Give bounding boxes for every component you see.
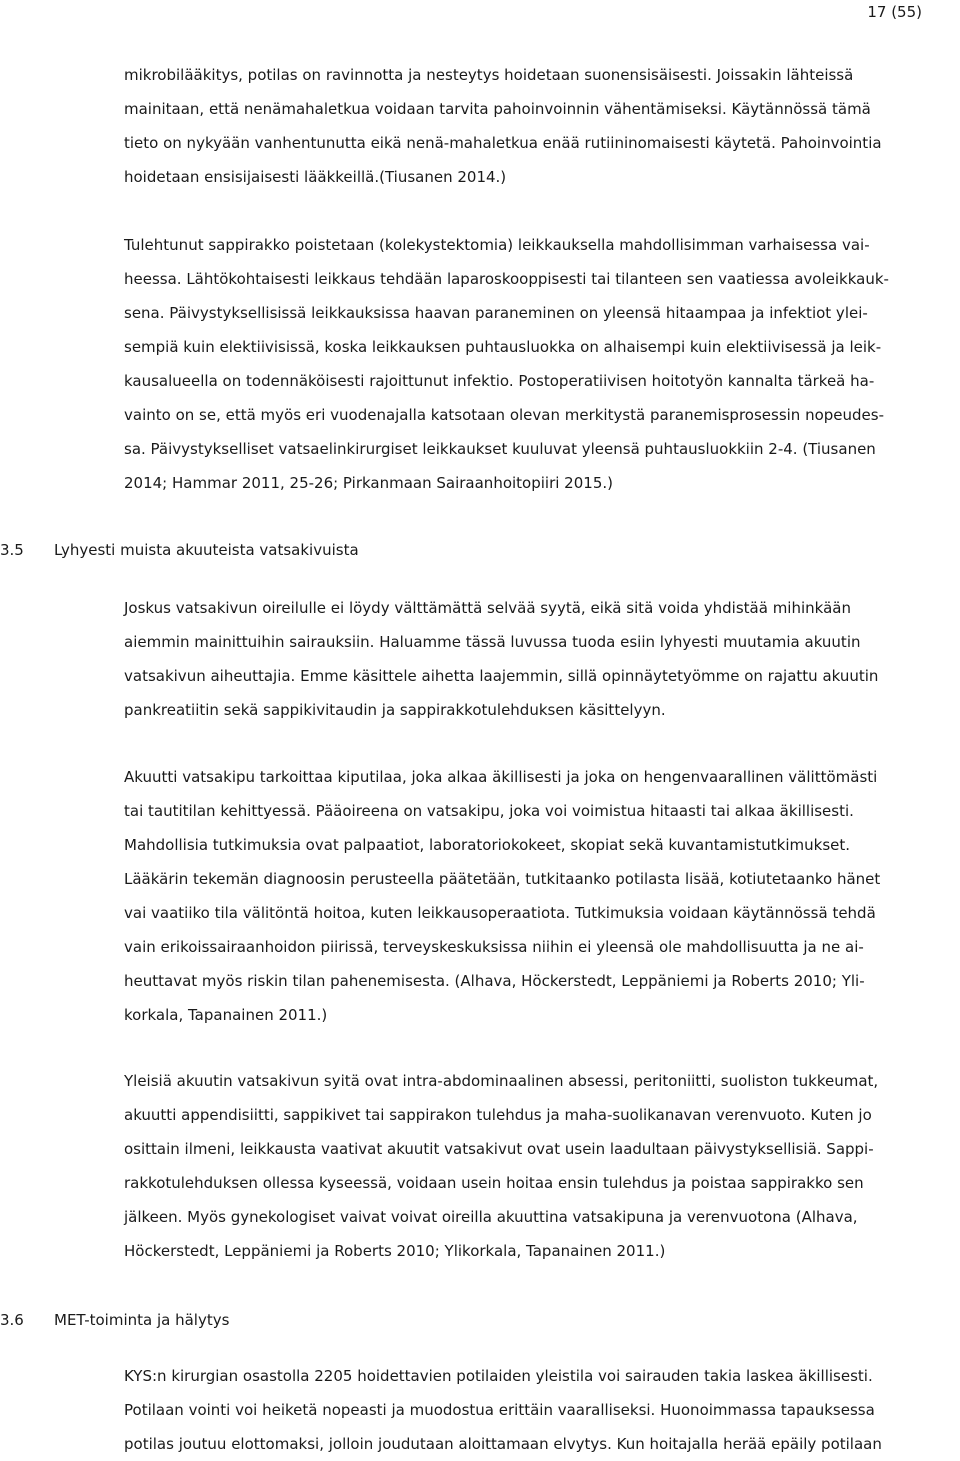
paragraph <box>124 591 952 727</box>
text-line: sempiä kuin elektiivisissä, koska leikkauksen puhtausluokka on alhaisempi kuin elektiivisessä ja leik- <box>124 338 882 356</box>
section-heading <box>0 1308 229 1332</box>
text-line: Akuutti vatsakipu tarkoittaa kiputilaa, joka alkaa äkillisesti ja joka on hengenvaarallinen välittömästi <box>124 768 878 786</box>
text-line: mikrobilääkitys, potilas on ravinnotta ja nesteytys hoidetaan suonensisäisesti. Joissakin lähteissä <box>124 66 854 84</box>
paragraph <box>124 760 952 1032</box>
text-line: jälkeen. Myös gynekologiset vaivat voivat oireilla akuuttina vatsakipuna ja verenvuotona (Alhava, <box>124 1208 858 1226</box>
text-line: vain erikoissairaanhoidon piirissä, terveyskeskuksissa niihin ei yleensä ole mahdollisuutta ja ne ai- <box>124 938 864 956</box>
text-line: 2014; Hammar 2011, 25-26; Pirkanmaan Sairaanhoitopiiri 2015.) <box>124 474 613 492</box>
text-line: vatsakivun aiheuttajia. Emme käsittele aihetta laajemmin, sillä opinnäytetyömme on rajattu akuutin <box>124 667 879 685</box>
text-line: Höckerstedt, Leppäniemi ja Roberts 2010; Ylikorkala, Tapanainen 2011.) <box>124 1242 666 1260</box>
text-line: kausalueella on todennäköisesti rajoittunut infektio. Postoperatiivisen hoitotyön kannalta tärkeä ha- <box>124 372 875 390</box>
text-line: Joskus vatsakivun oireilulle ei löydy välttämättä selvää syytä, eikä sitä voida yhdistää mihinkään <box>124 599 851 617</box>
text-line: pankreatiitin sekä sappikivitaudin ja sappirakkotulehduksen käsittelyyn. <box>124 701 666 719</box>
text-line: rakkotulehduksen ollessa kyseessä, voidaan usein hoitaa ensin tulehdus ja poistaa sappirakko sen <box>124 1174 864 1192</box>
text-line: Yleisiä akuutin vatsakivun syitä ovat intra-abdominaalinen absessi, peritoniitti, suoliston tukkeumat, <box>124 1072 879 1090</box>
text-line: tieto on nykyään vanhentunutta eikä nenä-mahaletkua enää rutiininomaisesti käytetä. Pahoinvointia <box>124 134 882 152</box>
text-line: hoidetaan ensisijaisesti lääkkeillä.(Tiusanen 2014.) <box>124 168 507 186</box>
text-line: korkala, Tapanainen 2011.) <box>124 1006 328 1024</box>
text-line: heessa. Lähtökohtaisesti leikkaus tehdään laparoskooppisesti tai tilanteen sen vaatiessa avoleikkauk- <box>124 270 889 288</box>
text-line: sena. Päivystyksellisissä leikkauksissa haavan paraneminen on yleensä hitaampaa ja infektiot ylei- <box>124 304 868 322</box>
text-line: sa. Päivystykselliset vatsaelinkirurgiset leikkaukset kuuluvat yleensä puhtausluokkiin 2-4. (Tiusanen <box>124 440 876 458</box>
section-title: MET-toiminta ja hälytys <box>54 1311 230 1329</box>
section-title: Lyhyesti muista akuuteista vatsakivuista <box>54 541 359 559</box>
text-line: heuttavat myös riskin tilan pahenemisesta. (Alhava, Höckerstedt, Leppäniemi ja Roberts 2010; Yli- <box>124 972 865 990</box>
text-line: tai tautitilan kehittyessä. Pääoireena on vatsakipu, joka voi voimistua hitaasti tai alkaa äkillisesti. <box>124 802 854 820</box>
paragraph <box>124 1359 952 1461</box>
paragraph <box>124 228 952 500</box>
text-line: osittain ilmeni, leikkausta vaativat akuutit vatsakivut ovat usein laadultaan päivystyksellisiä. Sappi- <box>124 1140 874 1158</box>
text-line: potilas joutuu elottomaksi, jolloin joudutaan aloittamaan elvytys. Kun hoitajalla herää epäily potilaan <box>124 1435 882 1453</box>
page-number: 17 (55) <box>867 3 922 21</box>
text-line: Potilaan vointi voi heiketä nopeasti ja muodostua erittäin vaaralliseksi. Huonoimmassa tapauksessa <box>124 1401 875 1419</box>
text-line: vainto on se, että myös eri vuodenajalla katsotaan olevan merkitystä paranemisprosessin nopeudes- <box>124 406 884 424</box>
section-heading <box>0 538 359 562</box>
text-line: KYS:n kirurgian osastolla 2205 hoidettavien potilaiden yleistila voi sairauden takia laskea äkillisesti. <box>124 1367 873 1385</box>
paragraph <box>124 1064 952 1268</box>
text-line: akuutti appendisiitti, sappikivet tai sappirakon tulehdus ja maha-suolikanavan verenvuoto. Kuten jo <box>124 1106 872 1124</box>
text-line: aiemmin mainittuihin sairauksiin. Haluamme tässä luvussa tuoda esiin lyhyesti muutamia akuutin <box>124 633 861 651</box>
text-line: Tulehtunut sappirakko poistetaan (kolekystektomia) leikkauksella mahdollisimman varhaisessa vai- <box>124 236 870 254</box>
text-line: mainitaan, että nenämahaletkua voidaan tarvita pahoinvoinnin vähentämiseksi. Käytännössä tämä <box>124 100 871 118</box>
text-line: Lääkärin tekemän diagnoosin perusteella päätetään, tutkitaanko potilasta lisää, kotiutetaanko hänet <box>124 870 881 888</box>
text-line: Mahdollisia tutkimuksia ovat palpaatiot, laboratoriokokeet, skopiat sekä kuvantamistutkimukset. <box>124 836 851 854</box>
paragraph <box>124 58 952 194</box>
section-number: 3.5 <box>0 541 24 559</box>
section-number: 3.6 <box>0 1311 24 1329</box>
text-line: vai vaatiiko tila välitöntä hoitoa, kuten leikkausoperaatiota. Tutkimuksia voidaan käytännössä tehdä <box>124 904 876 922</box>
